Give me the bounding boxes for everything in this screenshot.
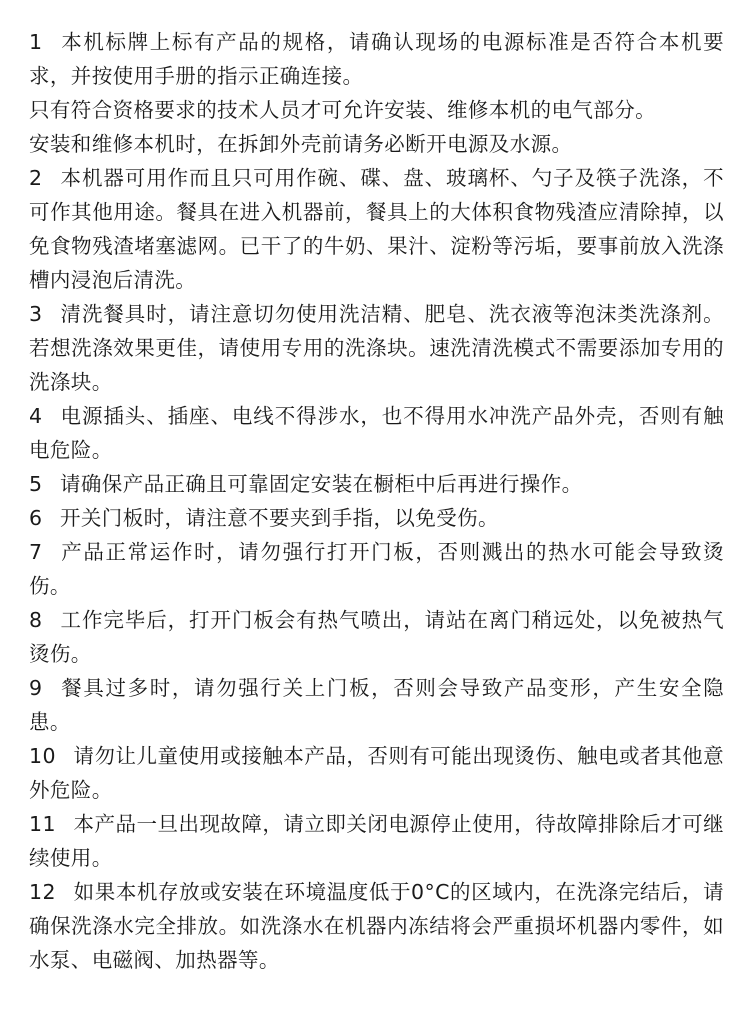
instruction-1: 1 本机标牌上标有产品的规格，请确认现场的电源标准是否符合本机要求，并按使用手册的指示正确连接。 bbox=[29, 30, 724, 88]
instruction-9: 9 餐具过多时，请勿强行关上门板，否则会导致产品变形，产生安全隐患。 bbox=[29, 676, 724, 734]
instruction-8: 8 工作完毕后，打开门板会有热气喷出，请站在离门稍远处，以免被热气烫伤。 bbox=[29, 608, 724, 666]
instruction-2: 2 本机器可用作而且只可用作碗、碟、盘、玻璃杯、勺子及筷子洗涤，不可作其他用途。餐具在进入机器前，餐具上的大体积食物残渣应清除掉，以免食物残渣堵塞滤网。已干了的牛奶、果汁、淀粉等污垢，要事前放入洗涤槽内浸泡后清洗。 bbox=[29, 166, 724, 292]
instruction-1-disconnect-power: 安装和维修本机时，在拆卸外壳前请务必断开电源及水源。 bbox=[29, 132, 573, 156]
instruction-11: 11 本产品一旦出现故障，请立即关闭电源停止使用，待故障排除后才可继续使用。 bbox=[29, 812, 724, 870]
instruction-7: 7 产品正常运作时，请勿强行打开门板，否则溅出的热水可能会导致烫伤。 bbox=[29, 540, 724, 598]
instruction-6: 6 开关门板时，请注意不要夹到手指，以免受伤。 bbox=[29, 506, 499, 530]
instruction-5: 5 请确保产品正确且可靠固定安装在橱柜中后再进行操作。 bbox=[29, 472, 583, 496]
instruction-3: 3 清洗餐具时，请注意切勿使用洗洁精、肥皂、洗衣液等泡沫类洗涤剂。若想洗涤效果更佳，请使用专用的洗涤块。速洗清洗模式不需要添加专用的洗涤块。 bbox=[29, 302, 724, 394]
instruction-10: 10 请勿让儿童使用或接触本产品，否则有可能出现烫伤、触电或者其他意外危险。 bbox=[29, 744, 724, 802]
instruction-12: 12 如果本机存放或安装在环境温度低于0°C的区域内，在洗涤完结后，请确保洗涤水完全排放。如洗涤水在机器内冻结将会严重损坏机器内零件，如水泵、电磁阀、加热器等。 bbox=[29, 880, 724, 972]
instruction-1-qualified-technicians: 只有符合资格要求的技术人员才可允许安装、维修本机的电气部分。 bbox=[29, 98, 656, 122]
instruction-4: 4 电源插头、插座、电线不得涉水，也不得用水冲洗产品外壳，否则有触电危险。 bbox=[29, 404, 724, 462]
